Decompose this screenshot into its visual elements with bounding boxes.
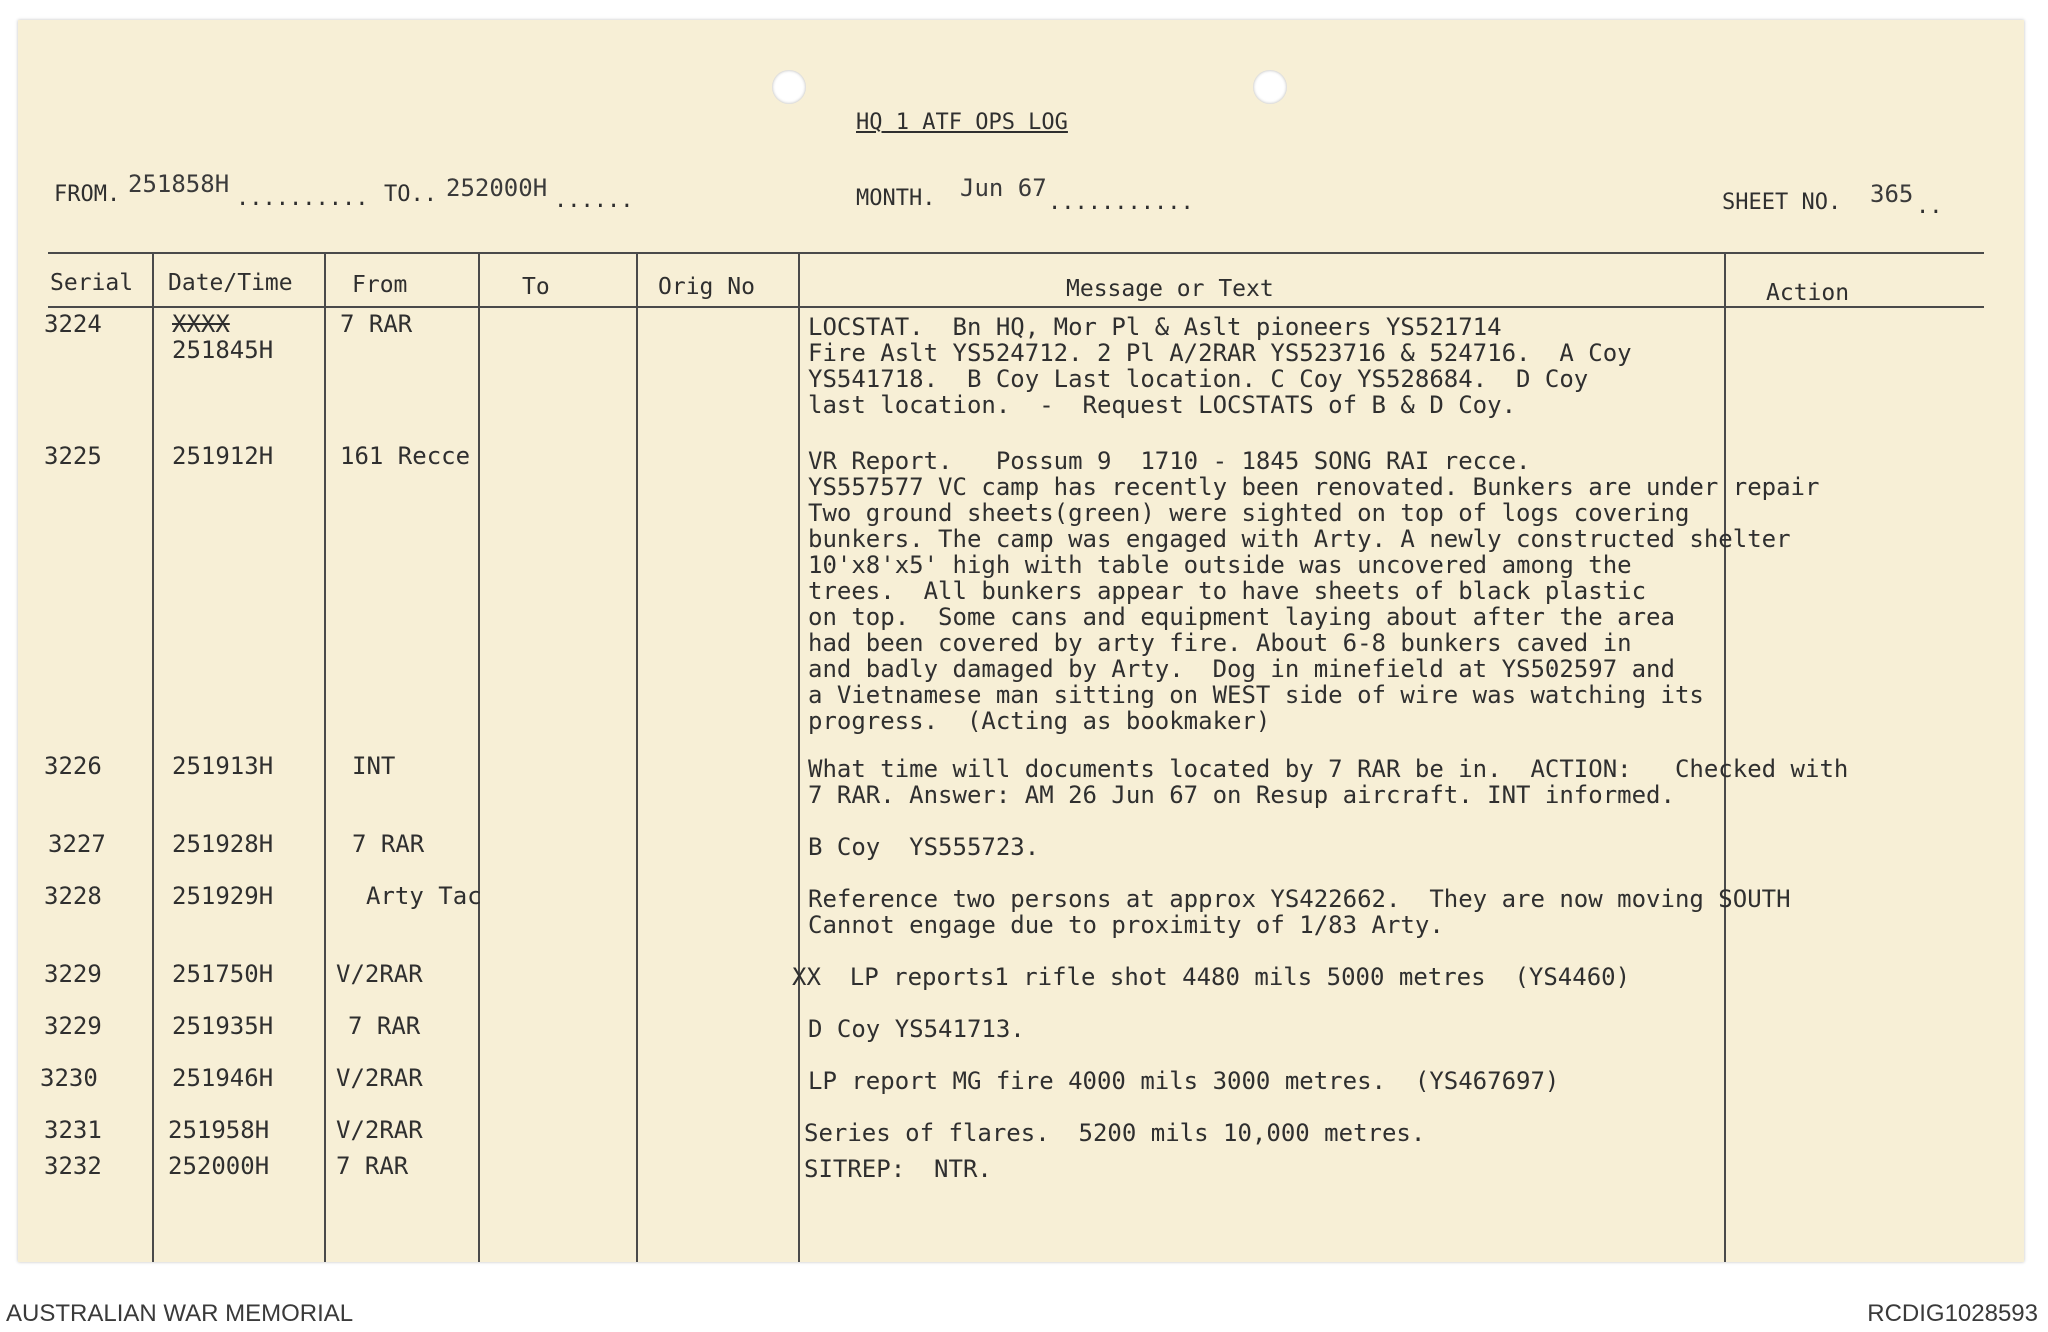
sheet-value: 365 [1870, 180, 1914, 208]
punch-hole-left [772, 70, 806, 104]
column-divider-orig [798, 252, 800, 1262]
column-divider-from [478, 252, 480, 1262]
serial-cell: 3228 [44, 882, 102, 910]
message-cell: LOCSTAT. Bn HQ, Mor Pl & Aslt pioneers YS521714 Fire Aslt YS524712. 2 Pl A/2RAR YS523716 & 524716. A Coy YS541718. B Coy Last location. C Coy YS528684. D Coy last location. - Request LOCSTATS of B & D Coy. [808, 313, 1632, 419]
serial-cell: 3230 [40, 1064, 98, 1092]
column-header-orig-no: Orig No [658, 274, 755, 300]
message-cell: B Coy YS555723. [808, 833, 1040, 861]
serial-cell: 3232 [44, 1152, 102, 1180]
serial-cell: 3229 [44, 960, 102, 988]
datetime-cell: 251750H [172, 960, 274, 988]
from-cell: 7 RAR [336, 1152, 409, 1180]
message-cell: SITREP: NTR. [804, 1155, 992, 1183]
column-header-from: From [352, 272, 408, 298]
column-divider-serial [152, 252, 154, 1262]
datetime-cell: 251958H [168, 1116, 270, 1144]
serial-cell: 3227 [48, 830, 106, 858]
from-cell: V/2RAR [336, 1064, 423, 1092]
document-title: HQ 1 ATF OPS LOG [856, 110, 1068, 135]
column-header-serial: Serial [50, 270, 134, 296]
serial-cell: 3226 [44, 752, 102, 780]
column-divider-datetime [324, 252, 326, 1262]
datetime-cell: 251935H [172, 1012, 274, 1040]
from-label: FROM. [54, 182, 121, 207]
from-cell: INT [352, 752, 396, 780]
month-value: Jun 67 [960, 174, 1047, 202]
from-dots: .......... [236, 186, 369, 211]
datetime-cell: 252000H [168, 1152, 270, 1180]
datetime-cell: 251845H [172, 336, 274, 364]
sheet-dots: .. [1916, 194, 1943, 219]
footer-image-id: RCDIG1028593 [1867, 1300, 2038, 1327]
message-cell: Reference two persons at approx YS422662. They are now moving SOUTH Cannot engage due to proximity of 1/83 Arty. [808, 885, 1791, 939]
column-divider-to [636, 252, 638, 1262]
to-dots: ...... [554, 188, 634, 213]
column-header-action: Action [1766, 280, 1850, 306]
datetime-cell: 251913H [172, 752, 274, 780]
datetime-cell: 251928H [172, 830, 274, 858]
from-cell: 7 RAR [348, 1012, 421, 1040]
table-top-rule [48, 252, 1984, 254]
datetime-cell: 251929H [172, 882, 274, 910]
message-cell: XX LP reports1 rifle shot 4480 mils 5000 metres (YS4460) [792, 963, 1631, 991]
from-value: 251858H [128, 170, 230, 198]
column-header-message: Message or Text [1066, 276, 1274, 302]
from-cell: 7 RAR [352, 830, 425, 858]
footer-credit: AUSTRALIAN WAR MEMORIAL [6, 1300, 354, 1327]
punch-hole-right [1253, 70, 1287, 104]
from-cell: 7 RAR [340, 310, 413, 338]
sheet-label: SHEET NO. [1722, 190, 1842, 215]
serial-cell: 3231 [44, 1116, 102, 1144]
from-cell: V/2RAR [336, 960, 423, 988]
column-header-to: To [522, 274, 550, 300]
message-cell: VR Report. Possum 9 1710 - 1845 SONG RAI recce. YS557577 VC camp has recently been renovated. Bunkers are under repair Two ground sheets(green) were sighted on top of logs covering bunkers. The camp was engaged with Arty. A newly constructed shelter 10'x8'x5' high with table outside was uncovered among the trees. All bunkers appear to have sheets of black plastic on top. Some cans and equipment laying about after the area had been covered by arty fire. About 6-8 bunkers caved in and badly damaged by Arty. Dog in minefield at YS502597 and a Vietnamese man sitting on WEST side of wire was watching its progress. (Acting as bookmaker) [808, 447, 1820, 735]
from-cell: V/2RAR [336, 1116, 423, 1144]
serial-cell: 3225 [44, 442, 102, 470]
month-dots: ........... [1048, 190, 1194, 215]
serial-cell: 3224 [44, 310, 102, 338]
to-value: 252000H [446, 174, 548, 202]
from-cell: 161 Recce [340, 442, 471, 470]
from-cell: Arty Tac [366, 882, 482, 910]
message-cell: LP report MG fire 4000 mils 3000 metres. (YS467697) [808, 1067, 1560, 1095]
message-cell: D Coy YS541713. [808, 1015, 1025, 1043]
message-cell: Series of flares. 5200 mils 10,000 metres. [804, 1119, 1426, 1147]
datetime-cell: 251912H [172, 442, 274, 470]
datetime-cell: 251946H [172, 1064, 274, 1092]
serial-cell: 3229 [44, 1012, 102, 1040]
month-label: MONTH. [856, 186, 936, 211]
table-header-rule [48, 306, 1984, 308]
datetime-struck-cell: XXXX [172, 310, 230, 338]
to-label: TO.. [384, 182, 437, 207]
column-header-datetime: Date/Time [168, 270, 293, 296]
log-sheet [18, 20, 2024, 1262]
message-cell: What time will documents located by 7 RAR be in. ACTION: Checked with 7 RAR. Answer: AM 26 Jun 67 on Resup aircraft. INT informed. [808, 755, 1849, 809]
